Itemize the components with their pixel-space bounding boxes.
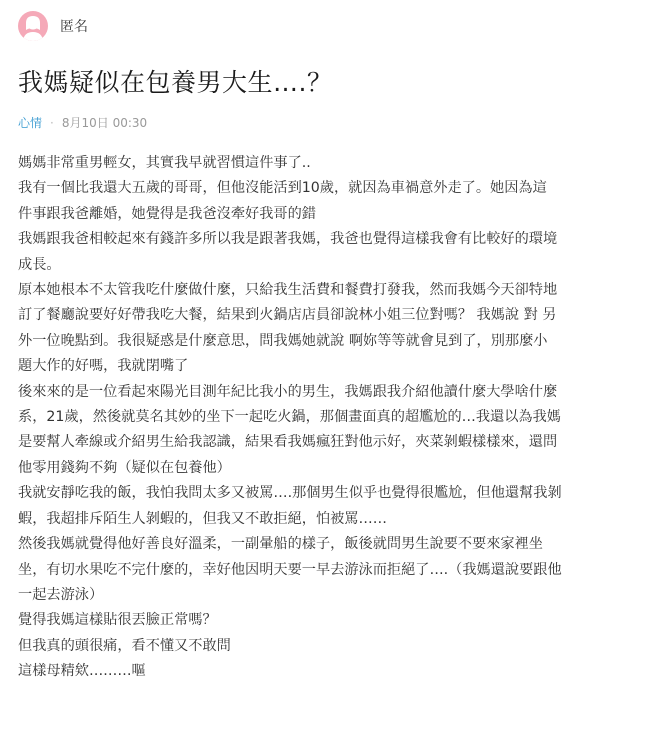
content-line: 他零用錢夠不夠（疑似在包養他） [18, 459, 231, 476]
content-line: 外一位晚點到。我很疑惑是什麼意思，問我媽她就說 啊妳等等就會見到了，別那麼小 [18, 332, 548, 349]
content-line: 是要幫人牽線或介紹男生給我認識，結果看我媽瘋狂對他示好，夾菜剝蝦樣樣來，還問 [18, 434, 558, 451]
content-line: 這樣母精欸………嘔 [18, 663, 146, 680]
content-line: 我有一個比我還大五歲的哥哥，但他沒能活到10歲，就因為車禍意外走了。她因為這 [18, 180, 547, 197]
content-line: 後來來的是一位看起來陽光目測年紀比我小的男生，我媽跟我介紹他讀什麼大學啥什麼 [18, 383, 558, 400]
content-line: 成長。 [18, 256, 61, 273]
content-line: 覺得我媽這樣貼很丟臉正常嗎？ [18, 612, 217, 629]
author-row [18, 0, 635, 50]
content-line: 訂了餐廳說要好好帶我吃大餐，結果到火鍋店店員卻說林小姐三位對嗎？ 我媽說 對 另 [18, 307, 557, 324]
content-line: 但我真的頭很痛，看不懂又不敢問 [18, 637, 231, 654]
content-line: 一起去游泳） [18, 586, 104, 603]
content-line: 我就安靜吃我的飯，我怕我問太多又被罵….那個男生似乎也覺得很尷尬，但他還幫我剝 [18, 485, 562, 502]
content-line: 系，21歲，然後就莫名其妙的坐下一起吃火鍋，那個畫面真的超尷尬的…我還以為我媽 [18, 409, 561, 426]
content-line: 我媽跟我爸相較起來有錢許多所以我是跟著我媽，我爸也覺得這樣我會有比較好的環境 [18, 231, 558, 248]
meta-separator: · [50, 116, 54, 130]
content-line: 蝦，我超排斥陌生人剝蝦的，但我又不敢拒絕，怕被罵…… [18, 510, 387, 527]
board-link[interactable]: 心情 [18, 116, 43, 130]
female-avatar-icon[interactable] [18, 11, 48, 41]
content-line: 然後我媽就覺得他好善良好溫柔，一副暈船的樣子，飯後就問男生說要不要來家裡坐 [18, 536, 543, 553]
post-title: 我媽疑似在包養男大生….？ [18, 68, 333, 97]
content-line: 原本她根本不太管我吃什麼做什麼，只給我生活費和餐費打發我，然而我媽今天卻特地 [18, 282, 558, 299]
author-name[interactable]: 匿名 [60, 19, 88, 35]
post-time: 8月10日 00:30 [61, 116, 148, 130]
post-content [18, 151, 630, 685]
post-meta [18, 114, 635, 132]
content-line: 題大作的好嗎，我就閉嘴了 [18, 358, 189, 375]
content-line: 媽媽非常重男輕女，其實我早就習慣這件事了.. [18, 155, 311, 171]
content-line: 坐，有切水果吃不完什麼的，幸好他因明天要一早去游泳而拒絕了….（我媽還說要跟他 [18, 561, 562, 578]
content-line: 件事跟我爸離婚，她覺得是我爸沒牽好我哥的錯 [18, 205, 316, 222]
